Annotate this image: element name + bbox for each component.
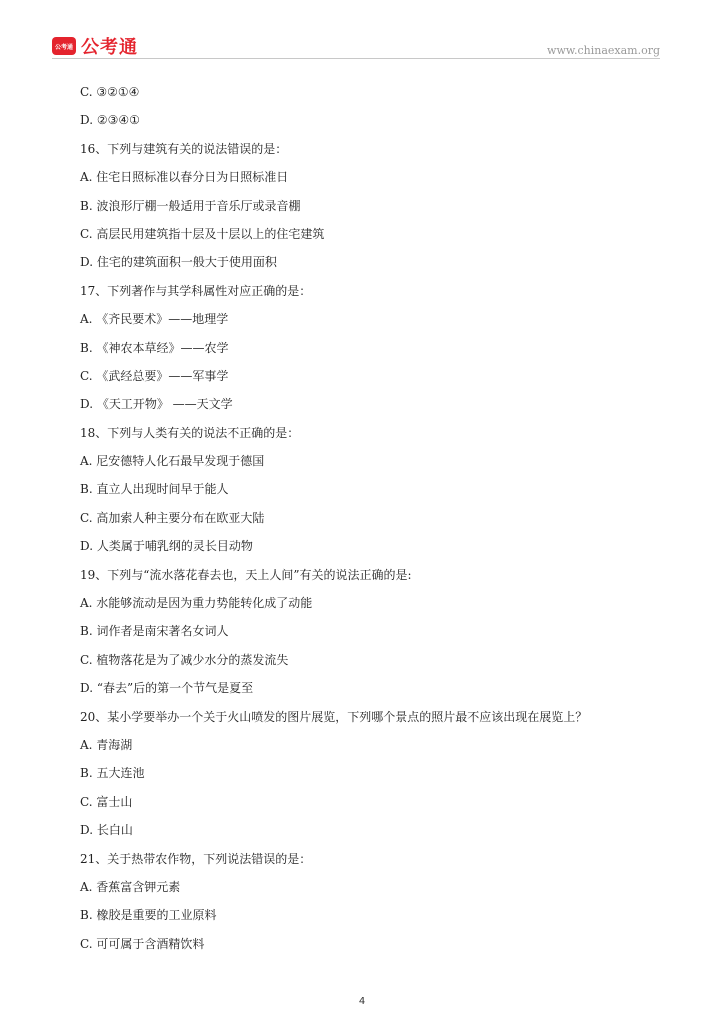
option-16-d: D. 住宅的建筑面积一般大于使用面积 xyxy=(80,255,277,270)
option-17-b: B. 《神农本草经》——农学 xyxy=(80,340,229,355)
option-19-b: B. 词作者是南宋著名女词人 xyxy=(80,624,229,639)
option-15-d: D. ②③④① xyxy=(80,113,140,128)
option-17-a: A. 《齐民要术》——地理学 xyxy=(80,312,229,327)
question-16: 16、下列与建筑有关的说法错误的是： xyxy=(80,141,288,156)
option-19-a: A. 水能够流动是因为重力势能转化成了动能 xyxy=(80,596,313,611)
option-16-a: A. 住宅日照标准以春分日为日照标准日 xyxy=(80,170,289,185)
option-17-c: C. 《武经总要》——军事学 xyxy=(80,368,229,383)
question-21: 21、关于热带农作物，下列说法错误的是： xyxy=(80,851,312,866)
option-18-c: C. 高加索人种主要分布在欧亚大陆 xyxy=(80,510,265,525)
option-16-c: C. 高层民用建筑指十层及十层以上的住宅建筑 xyxy=(80,226,325,241)
question-20: 20、某小学要举办一个关于火山喷发的图片展览，下列哪个景点的照片最不应该出现在展览上？ xyxy=(80,709,588,724)
option-20-c: C. 富士山 xyxy=(80,794,133,809)
question-18: 18、下列与人类有关的说法不正确的是： xyxy=(80,425,300,440)
question-17: 17、下列著作与其学科属性对应正确的是： xyxy=(80,283,312,298)
option-19-d: D. “春去”后的第一个节气是夏至 xyxy=(80,681,254,696)
logo xyxy=(52,33,138,59)
option-17-d: D. 《天工开物》 ——天文学 xyxy=(80,397,233,412)
option-20-b: B. 五大连池 xyxy=(80,766,145,781)
header-divider xyxy=(52,58,660,59)
option-21-b: B. 橡胶是重要的工业原料 xyxy=(80,908,217,923)
option-18-a: A. 尼安德特人化石最早发现于德国 xyxy=(80,454,265,469)
option-19-c: C. 植物落花是为了减少水分的蒸发流失 xyxy=(80,652,289,667)
question-19: 19、下列与“流水落花春去也，天上人间”有关的说法正确的是: xyxy=(80,567,412,582)
logo-icon: 公考通 xyxy=(52,37,76,55)
question-content xyxy=(80,78,660,958)
page-number: 4 xyxy=(358,996,366,1007)
option-15-c: C. ③②①④ xyxy=(80,85,140,99)
option-16-b: B. 波浪形厅棚一般适用于音乐厅或录音棚 xyxy=(80,198,301,213)
option-21-c: C. 可可属于含酒精饮料 xyxy=(80,936,205,951)
option-20-a: A. 青海湖 xyxy=(80,737,133,752)
option-18-b: B. 直立人出现时间早于能人 xyxy=(80,482,229,497)
option-21-a: A. 香蕉富含钾元素 xyxy=(80,879,181,894)
option-18-d: D. 人类属于哺乳纲的灵长目动物 xyxy=(80,539,253,554)
logo-text: 公考通 xyxy=(81,37,138,58)
option-20-d: D. 长白山 xyxy=(80,823,133,838)
site-url: www.chinaexam.org xyxy=(547,44,660,57)
page-header xyxy=(0,0,724,62)
